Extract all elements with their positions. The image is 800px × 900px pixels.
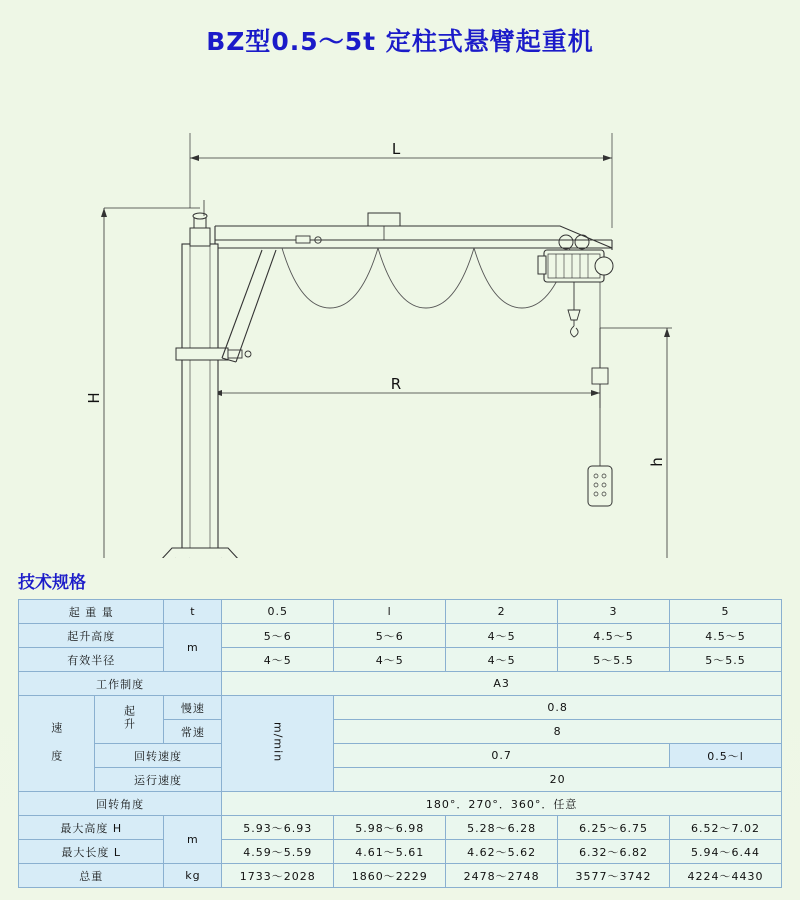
row-label-slew-speed: 回转速度 (94, 744, 222, 768)
cell-normal-speed: 8 (334, 720, 782, 744)
row-label-max-length: 最大长度 L (19, 840, 164, 864)
table-row (19, 768, 782, 792)
row-label-normal: 常速 (164, 720, 222, 744)
cell-travel-speed: 20 (334, 768, 782, 792)
cell-total-weight-5: 4224～4430 (670, 864, 782, 888)
row-label-slow: 慢速 (164, 696, 222, 720)
row-unit-kg: kg (164, 864, 222, 888)
cell-max-height-4: 6.25～6.75 (558, 816, 670, 840)
table-row (19, 792, 782, 816)
dimension-label-L: L (391, 140, 401, 158)
cell-max-height-1: 5.93～6.93 (222, 816, 334, 840)
cell-radius-2: 4～5 (334, 648, 446, 672)
cell-capacity-2: l (334, 600, 446, 624)
cell-total-weight-2: 1860～2229 (334, 864, 446, 888)
row-unit-speed (222, 696, 334, 792)
table-row (19, 864, 782, 888)
cell-duty: A3 (222, 672, 782, 696)
dimension-label-H: H (85, 392, 103, 404)
cell-max-height-2: 5.98～6.98 (334, 816, 446, 840)
crane-diagram (0, 58, 800, 558)
dimension-label-R: R (390, 375, 402, 393)
cell-slow-speed: 0.8 (334, 696, 782, 720)
cell-radius-1: 4～5 (222, 648, 334, 672)
cell-lift-height-2: 5～6 (334, 624, 446, 648)
row-label-duty: 工作制度 (19, 672, 222, 696)
row-label-total-weight: 总重 (19, 864, 164, 888)
cell-total-weight-1: 1733～2028 (222, 864, 334, 888)
row-label-slew-angle: 回转角度 (19, 792, 222, 816)
cell-slew-angle: 180°．270°．360°．任意 (222, 792, 782, 816)
cell-max-height-3: 5.28～6.28 (446, 816, 558, 840)
table-row (19, 600, 782, 624)
cell-capacity-5: 5 (670, 600, 782, 624)
cell-lift-height-5: 4.5～5 (670, 624, 782, 648)
row-label-radius: 有效半径 (19, 648, 164, 672)
page-title: BZ型0.5～5t 定柱式悬臂起重机 (206, 27, 594, 56)
group-label-lift-text: 起升 (122, 705, 136, 731)
cell-max-height-5: 6.52～7.02 (670, 816, 782, 840)
group-label-speed-text: 速 度 (49, 721, 63, 763)
cell-radius-5: 5～5.5 (670, 648, 782, 672)
cell-lift-height-1: 5～6 (222, 624, 334, 648)
dimension-label-h: h (648, 457, 666, 467)
group-label-lift (94, 696, 164, 744)
cell-total-weight-3: 2478～2748 (446, 864, 558, 888)
table-row (19, 816, 782, 840)
cell-lift-height-3: 4～5 (446, 624, 558, 648)
cell-radius-3: 4～5 (446, 648, 558, 672)
table-row (19, 696, 782, 720)
cell-capacity-4: 3 (558, 600, 670, 624)
row-label-max-height: 最大高度 H (19, 816, 164, 840)
table-row (19, 648, 782, 672)
cell-slew-speed-2: 0.5～l (670, 744, 782, 768)
cell-lift-height-4: 4.5～5 (558, 624, 670, 648)
cell-total-weight-4: 3577～3742 (558, 864, 670, 888)
row-unit-capacity: t (164, 600, 222, 624)
table-row (19, 744, 782, 768)
table-row (19, 840, 782, 864)
cell-radius-4: 5～5.5 (558, 648, 670, 672)
row-label-travel-speed: 运行速度 (94, 768, 222, 792)
row-label-capacity: 起 重 量 (19, 600, 164, 624)
row-label-lift-height: 起升高度 (19, 624, 164, 648)
cell-max-length-1: 4.59～5.59 (222, 840, 334, 864)
crane-diagram-svg (0, 58, 800, 558)
row-unit-m: m (164, 624, 222, 672)
spec-table (18, 599, 782, 888)
cell-max-length-2: 4.61～5.61 (334, 840, 446, 864)
row-unit-speed-text: m/min (271, 721, 285, 763)
table-row (19, 672, 782, 696)
cell-capacity-1: 0.5 (222, 600, 334, 624)
cell-slew-speed-1: 0.7 (334, 744, 670, 768)
row-unit-m2: m (164, 816, 222, 864)
cell-max-length-3: 4.62～5.62 (446, 840, 558, 864)
cell-max-length-5: 5.94～6.44 (670, 840, 782, 864)
table-row (19, 624, 782, 648)
cell-capacity-3: 2 (446, 600, 558, 624)
group-label-speed (19, 696, 95, 792)
cell-max-length-4: 6.32～6.82 (558, 840, 670, 864)
spec-section-title: 技术规格 (18, 573, 86, 593)
